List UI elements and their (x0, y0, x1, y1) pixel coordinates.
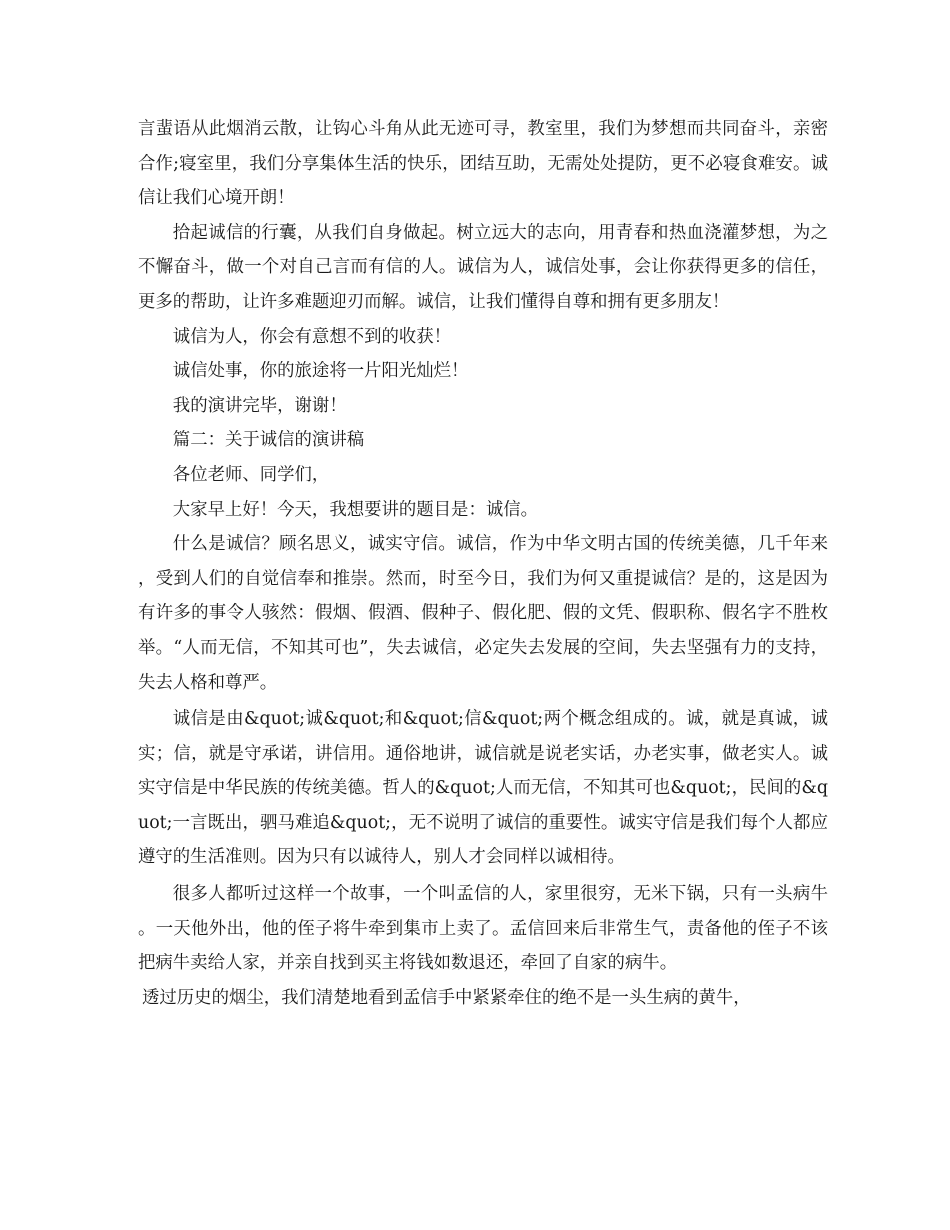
paragraph-2: 拾起诚信的行囊，从我们自身做起。树立远大的志向，用青春和热血浇灌梦想，为之不懈奋斗，做一个对自己言而有信的人。诚信为人，诚信处事，会让你获得更多的信任，更多的帮助，让许多难题迎刃而解。诚信，让我们懂得自尊和拥有更多朋友！ (138, 222, 828, 312)
paragraph-1: 言蜚语从此烟消云散，让钩心斗角从此无迹可寻，教室里，我们为梦想而共同奋斗，亲密合作;寝室里，我们分享集体生活的快乐，团结互助，无需处处提防，更不必寝食难安。诚信让我们心境开朗！ (138, 119, 828, 209)
paragraph-5: 我的演讲完毕，谢谢！ (172, 395, 347, 416)
salutation: 各位老师、同学们， (172, 464, 330, 485)
greeting: 大家早上好！今天，我想要讲的题目是：诚信。 (172, 499, 539, 520)
section-heading: 篇二：关于诚信的演讲稿 (172, 430, 365, 451)
paragraph-10: 诚信是由&quot;诚&quot;和&quot;信&quot;两个概念组成的。诚，就是真诚，诚实；信，就是守承诺，讲信用。通俗地讲，诚信就是说老实话，办老实事，做老实人。诚实守信是中华民族的传统美德。哲人的&quot;人而无信，不知其可也&quot;，民间的&quot;一言既出，驷马难追&quot;，无不说明了诚信的重要性。诚实守信是我们每个人都应遵守的生活准则。因为只有以诚待人，别人才会同样以诚相待。 (138, 709, 828, 868)
paragraph-3: 诚信为人，你会有意想不到的收获！ (172, 326, 452, 347)
paragraph-4: 诚信处事，你的旅途将一片阳光灿烂！ (172, 361, 469, 382)
document-page (138, 112, 828, 1015)
paragraph-11: 很多人都听过这样一个故事，一个叫孟信的人，家里很穷，无米下锅，只有一头病牛。一天他外出，他的侄子将牛牵到集市上卖了。孟信回来后非常生气，责备他的侄子不该把病牛卖给人家，并亲自找到买主将钱如数退还，牵回了自家的病牛。 (138, 884, 828, 974)
paragraph-12: 透过历史的烟尘，我们清楚地看到孟信手中紧紧牵住的绝不是一头生病的黄牛， (142, 987, 751, 1008)
paragraph-9: 什么是诚信？顾名思义，诚实守信。诚信，作为中华文明古国的传统美德，几千年来，受到人们的自觉信奉和推崇。然而，时至今日，我们为何又重提诚信？是的，这是因为有许多的事令人骇然：假烟、假酒、假种子、假化肥、假的文凭、假职称、假名字不胜枚举。“人而无信，不知其可也”，失去诚信，必定失去发展的空间，失去坚强有力的支持，失去人格和尊严。 (138, 534, 828, 693)
